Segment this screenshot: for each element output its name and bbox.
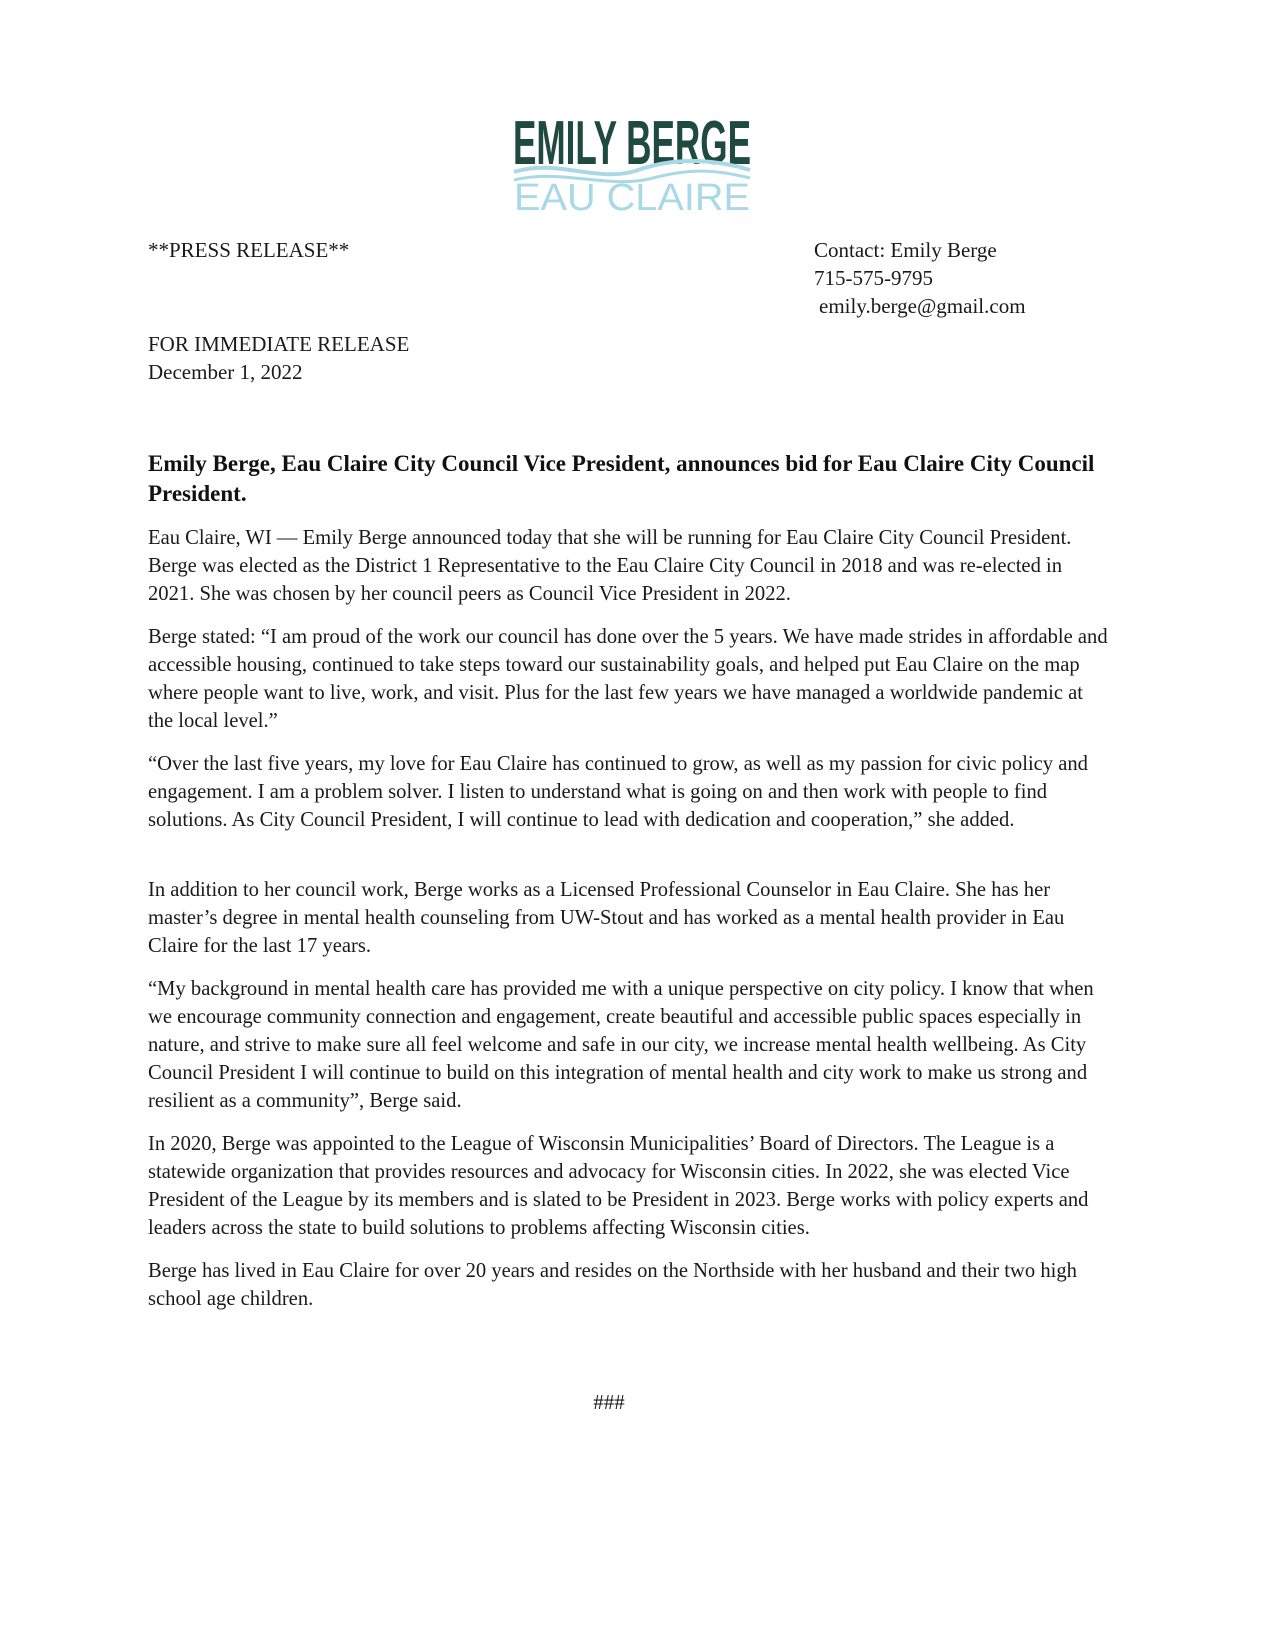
headline: Emily Berge, Eau Claire City Council Vice President, announces bid for Eau Claire City Council President. [148, 451, 1095, 506]
campaign-logo-graphic [468, 86, 796, 222]
contact-email: emily.berge@gmail.com [819, 294, 1026, 318]
logo-name: EMILY BERGE [513, 109, 751, 178]
contact-name: Contact: Emily Berge [814, 238, 997, 262]
release-date: December 1, 2022 [148, 360, 303, 384]
logo-city: EAU CLAIRE [514, 177, 750, 219]
paragraph-quote-council: Berge stated: “I am proud of the work our council has done over the 5 years. We have made strides in affordable and accessible housing, continued to take steps toward our sustainability goals, and helped put Eau Claire on the map where people want to live, work, and visit. Plus for the last few years we have managed a worldwide pandemic at the local level.” [148, 626, 1108, 732]
contact-phone: 715-575-9795 [814, 266, 933, 290]
paragraph-league: In 2020, Berge was appointed to the League of Wisconsin Municipalities’ Board of Directors. The League is a statewide organization that provides resources and advocacy for Wisconsin cities. In 2022, she was elected Vice President of the League by its members and is slated to be President in 2023. Berge works with policy experts and leaders across the state to build solutions to problems affecting Wisconsin cities. [148, 1133, 1089, 1239]
paragraph-quote-mental-health: “My background in mental health care has provided me with a unique perspective on city policy. I know that when we encourage community connection and engagement, create beautiful and accessible public spaces especially in nature, and strive to make sure all feel welcome and safe in our city, we increase mental health wellbeing. As City Council President I will continue to build on this integration of mental health and city work to make us strong and resilient as a community”, Berge said. [148, 978, 1094, 1112]
press-release-label: **PRESS RELEASE** [148, 238, 350, 262]
end-mark: ### [593, 1390, 625, 1414]
paragraph-quote-five-years: “Over the last five years, my love for Eau Claire has continued to grow, as well as my passion for civic policy and engagement. I am a problem solver. I listen to understand what is going on and then work with people to find solutions. As City Council President, I will continue to lead with dedication and cooperation,” she added. [148, 753, 1088, 831]
paragraph-personal: Berge has lived in Eau Claire for over 20 years and resides on the Northside with her husband and their two high school age children. [148, 1260, 1077, 1310]
campaign-logo [468, 86, 796, 222]
paragraph-announcement: Eau Claire, WI — Emily Berge announced today that she will be running for Eau Claire City Council President. Berge was elected as the District 1 Representative to the Eau Claire City Council in 2018 and was re-elected in 2021. She was chosen by her council peers as Council Vice President in 2022. [148, 527, 1072, 605]
paragraph-career: In addition to her council work, Berge works as a Licensed Professional Counselor in Eau Claire. She has her master’s degree in mental health counseling from UW-Stout and has worked as a mental health provider in Eau Claire for the last 17 years. [148, 879, 1065, 957]
release-type: FOR IMMEDIATE RELEASE [148, 332, 410, 356]
